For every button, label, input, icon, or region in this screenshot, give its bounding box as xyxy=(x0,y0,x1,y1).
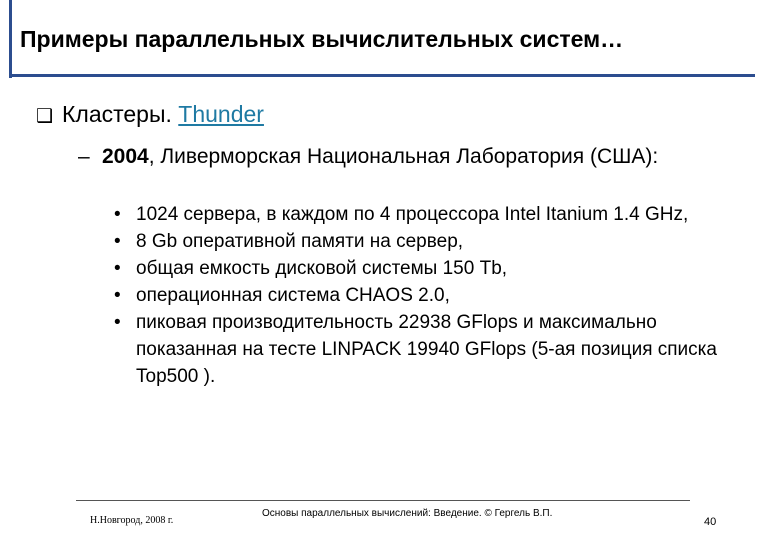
thunder-link[interactable]: Thunder xyxy=(178,101,264,127)
bullet-item: • операционная система CHAOS 2.0, xyxy=(114,282,754,309)
level1-text: Кластеры. xyxy=(62,101,179,127)
bullet-item: • 8 Gb оперативной памяти на сервер, xyxy=(114,228,754,255)
dash-bullet: – xyxy=(78,145,90,168)
page-number: 40 xyxy=(704,516,717,528)
bullet-item: • 1024 сервера, в каждом по 4 процессора Intel Itanium 1.4 GHz, xyxy=(114,201,754,228)
year-text: 2004 xyxy=(102,145,149,168)
footer-divider xyxy=(76,500,690,501)
slide-title: Примеры параллельных вычислительных систем… xyxy=(20,26,624,52)
level1-item xyxy=(36,101,264,128)
title-bottom-rule xyxy=(9,74,755,77)
title-left-rule xyxy=(9,0,12,78)
checkbox-bullet-icon: ❑ xyxy=(36,106,54,127)
footer-location: Н.Новгород, 2008 г. xyxy=(90,515,174,526)
level2-item xyxy=(78,143,718,171)
bullet-list xyxy=(114,201,754,390)
bullet-item: • пиковая производительность 22938 GFlops и максимально показанная на тесте LINPACK 19940 GFlops (5-ая позиция списка Top500 ). xyxy=(114,309,754,390)
footer-course: Основы параллельных вычислений: Введение. © Гергель В.П. xyxy=(262,508,553,519)
level2-text: , Ливерморская Национальная Лаборатория (США): xyxy=(148,145,659,168)
bullet-item: • общая емкость дисковой системы 150 Tb, xyxy=(114,255,754,282)
